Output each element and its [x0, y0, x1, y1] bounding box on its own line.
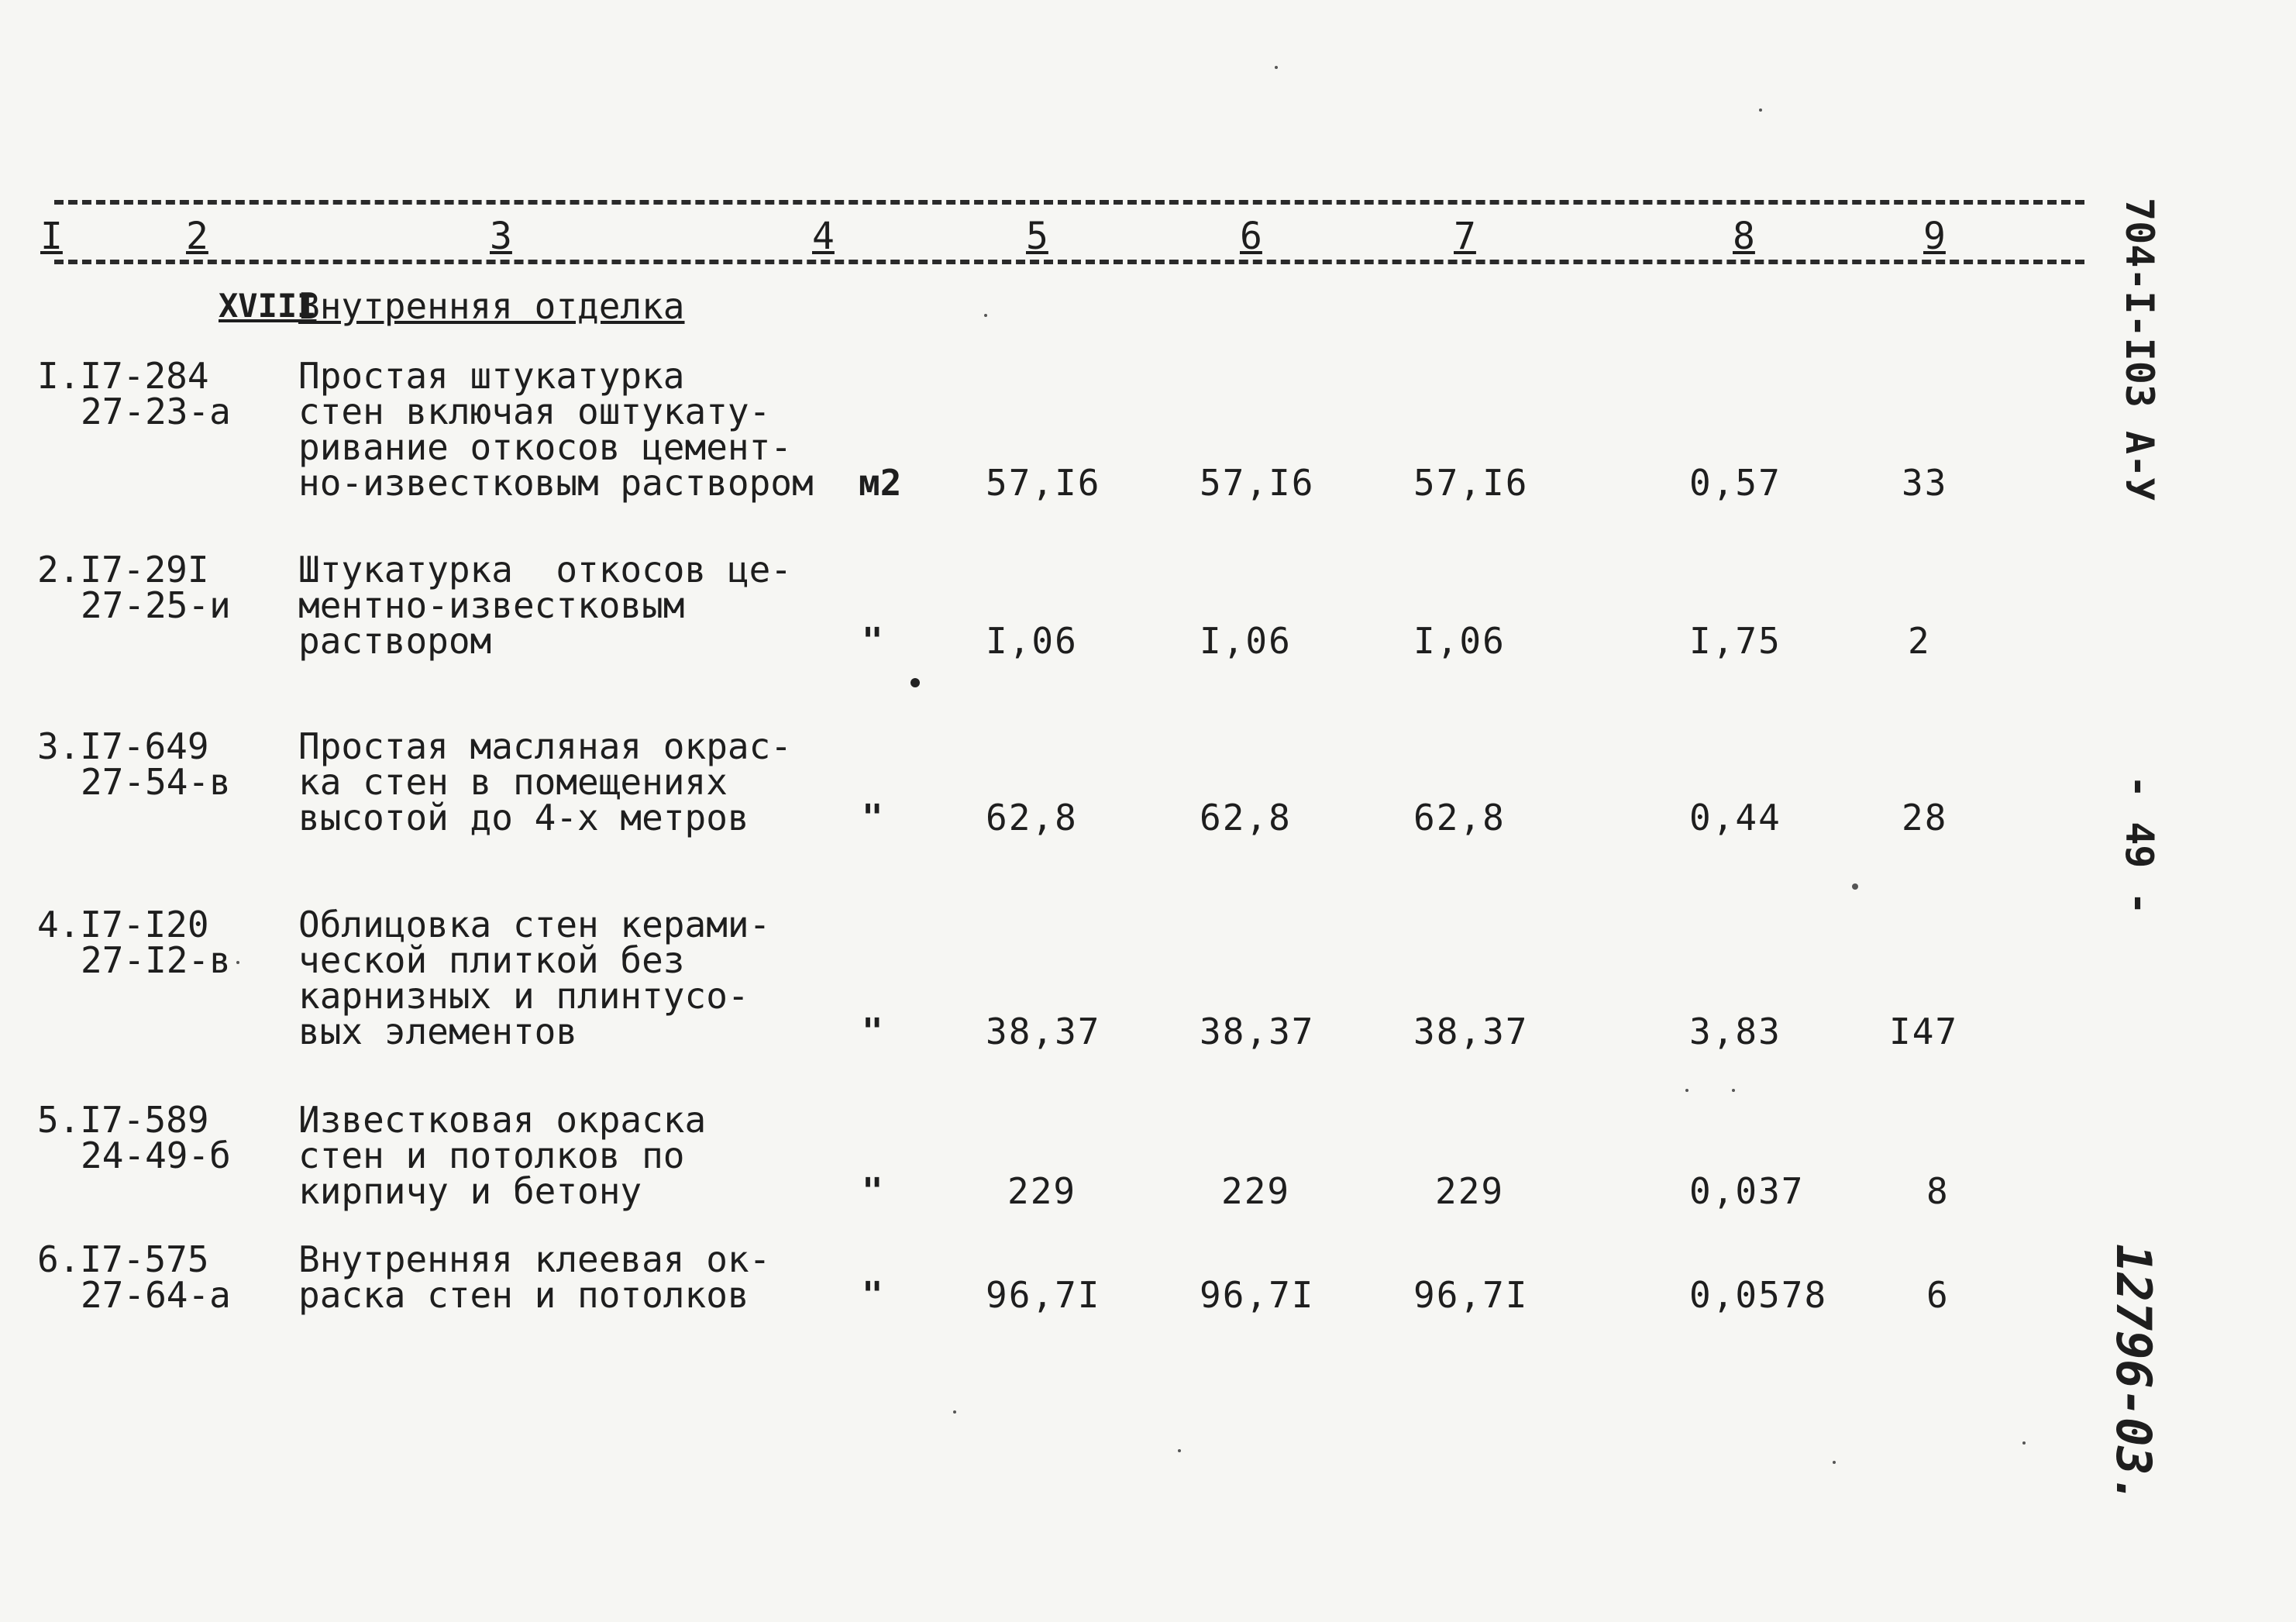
- col-head-8: 8: [1733, 215, 1755, 258]
- row-col5: 62,8: [986, 797, 1078, 839]
- header-bottom-rule: [54, 260, 2084, 264]
- row-number-code: I.I7-284: [37, 355, 209, 397]
- row-description-line: раствором: [298, 620, 492, 662]
- row-col5: 229: [1007, 1170, 1077, 1212]
- scan-speck: [910, 678, 920, 687]
- row-col8: 0,037: [1689, 1170, 1805, 1212]
- row-col9: I47: [1889, 1011, 1959, 1052]
- row-description-line: раска стен и потолков: [298, 1274, 749, 1316]
- row-description-line: ка стен в помещениях: [298, 761, 728, 803]
- row-norm-code: 27-I2-в: [81, 939, 231, 981]
- row-description-line: Штукатурка откосов це-: [298, 549, 792, 591]
- scan-speck: [1852, 883, 1858, 890]
- scan-speck: [984, 314, 987, 317]
- row-col6: I,06: [1200, 620, 1292, 662]
- row-col8: 0,57: [1689, 462, 1781, 504]
- section-title: Внутренняя отделка: [298, 285, 685, 327]
- row-unit: ": [862, 797, 883, 839]
- row-norm-code: 27-25-и: [81, 584, 231, 626]
- col-head-4: 4: [812, 215, 835, 258]
- row-description-line: карнизных и плинтусо-: [298, 975, 749, 1017]
- row-col9: 6: [1926, 1274, 1950, 1316]
- row-col7: 62,8: [1413, 797, 1506, 839]
- row-col8: I,75: [1689, 620, 1781, 662]
- row-col8: 3,83: [1689, 1011, 1781, 1052]
- row-col9: 8: [1926, 1170, 1950, 1212]
- row-col9: 33: [1902, 462, 1948, 504]
- row-norm-code: 24-49-б: [81, 1135, 231, 1176]
- col-head-9: 9: [1923, 215, 1946, 258]
- row-col7: 57,I6: [1413, 462, 1529, 504]
- row-description-line: ментно-известковым: [298, 584, 685, 626]
- row-description-line: кирпичу и бетону: [298, 1170, 642, 1212]
- row-description-line: стен включая оштукату-: [298, 391, 771, 432]
- header-top-rule: [54, 200, 2084, 205]
- row-unit: ": [862, 1170, 883, 1212]
- document-code: 704-I-I03 А-У: [2117, 198, 2162, 501]
- col-head-1: I: [40, 215, 63, 258]
- row-col6: 96,7I: [1200, 1274, 1315, 1316]
- row-description-line: Внутренняя клеевая ок-: [298, 1238, 771, 1280]
- row-col6: 38,37: [1200, 1011, 1315, 1052]
- row-col7: 38,37: [1413, 1011, 1529, 1052]
- row-col7: 96,7I: [1413, 1274, 1529, 1316]
- row-col5: I,06: [986, 620, 1078, 662]
- col-head-6: 6: [1240, 215, 1262, 258]
- row-unit: ": [862, 620, 883, 662]
- row-col8: 0,0578: [1689, 1274, 1828, 1316]
- row-unit: ": [862, 1011, 883, 1052]
- row-col7: 229: [1435, 1170, 1505, 1212]
- scan-speck: [2022, 1441, 2026, 1445]
- row-number-code: 3.I7-649: [37, 725, 209, 767]
- row-description-line: стен и потолков по: [298, 1135, 685, 1176]
- archive-number: 12796-03.: [2105, 1244, 2162, 1504]
- section-number: XVIII: [219, 287, 317, 325]
- row-col5: 57,I6: [986, 462, 1101, 504]
- row-norm-code: 27-23-a: [81, 391, 231, 432]
- scan-speck: [1759, 108, 1762, 112]
- row-number-code: 2.I7-29I: [37, 549, 209, 591]
- row-number-code: 6.I7-575: [37, 1238, 209, 1280]
- row-description-line: но-известковым раствором: [298, 462, 814, 504]
- scan-speck: [1275, 66, 1278, 69]
- scan-speck: [1732, 1089, 1735, 1092]
- row-col6: 62,8: [1200, 797, 1292, 839]
- row-description-line: вых элементов: [298, 1011, 578, 1052]
- row-norm-code: 27-64-a: [81, 1274, 231, 1316]
- scan-speck: [1833, 1461, 1836, 1464]
- row-number-code: 5.I7-589: [37, 1099, 209, 1141]
- col-head-5: 5: [1026, 215, 1048, 258]
- row-col5: 38,37: [986, 1011, 1101, 1052]
- row-col6: 57,I6: [1200, 462, 1315, 504]
- col-head-3: 3: [490, 215, 512, 258]
- row-unit: м2: [859, 462, 902, 504]
- scan-speck: [1685, 1089, 1688, 1092]
- row-col5: 96,7I: [986, 1274, 1101, 1316]
- row-number-code: 4.I7-I20: [37, 904, 209, 945]
- row-norm-code: 27-54-в: [81, 761, 231, 803]
- row-description-line: высотой до 4-х метров: [298, 797, 749, 839]
- scan-speck: [236, 961, 239, 964]
- col-head-2: 2: [186, 215, 208, 258]
- row-description-line: ривание откосов цемент-: [298, 426, 792, 468]
- scan-speck: [1178, 1449, 1181, 1452]
- col-head-7: 7: [1454, 215, 1476, 258]
- row-col8: 0,44: [1689, 797, 1781, 839]
- row-description-line: ческой плиткой без: [298, 939, 685, 981]
- row-col9: 28: [1902, 797, 1948, 839]
- row-description-line: Простая масляная окрас-: [298, 725, 792, 767]
- row-description-line: Простая штукатурка: [298, 355, 685, 397]
- row-col6: 229: [1221, 1170, 1291, 1212]
- row-description-line: Облицовка стен керами-: [298, 904, 771, 945]
- row-unit: ": [862, 1274, 883, 1316]
- row-col9: 2: [1908, 620, 1931, 662]
- scan-speck: [953, 1410, 956, 1414]
- row-col7: I,06: [1413, 620, 1506, 662]
- page-number: - 49 -: [2117, 775, 2162, 915]
- row-description-line: Известковая окраска: [298, 1099, 707, 1141]
